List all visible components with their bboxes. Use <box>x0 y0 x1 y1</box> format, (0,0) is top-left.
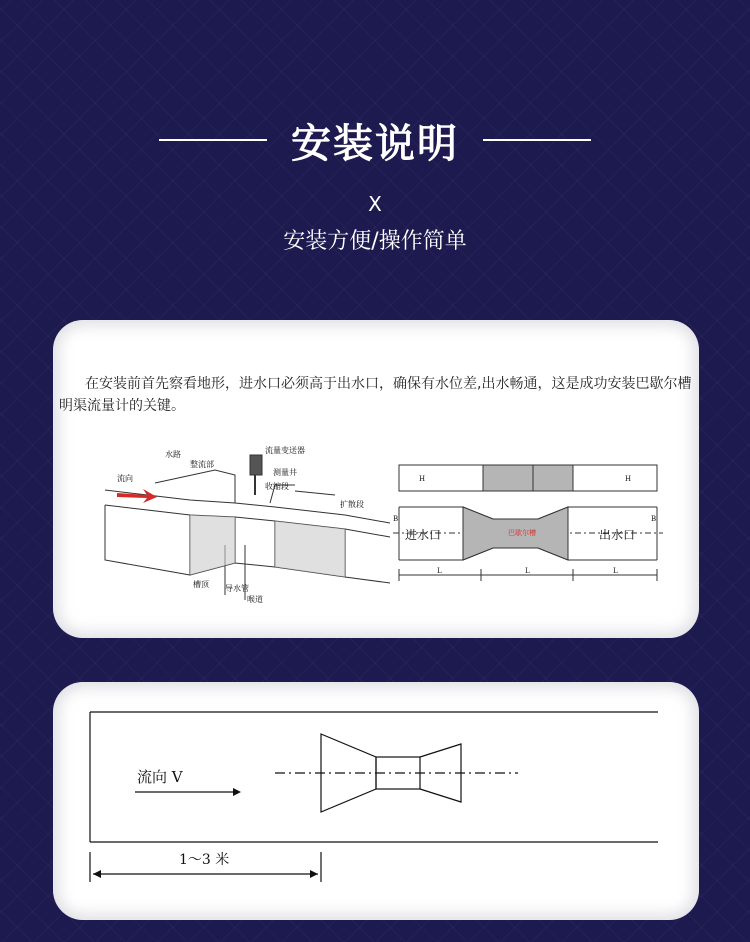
page-title: 安装说明 <box>291 120 459 167</box>
label-b-left: B <box>393 515 399 523</box>
page-subtitle: 安装方便/操作简单 <box>283 229 467 254</box>
flow-direction-label: 流向 V <box>137 768 183 786</box>
label-expansion: 扩散段 <box>340 500 364 509</box>
label-l-2: L <box>525 567 530 575</box>
label-b-right: B <box>651 515 657 523</box>
label-flume: 巴歇尔槽 <box>508 529 536 537</box>
flume-3d-diagram <box>95 445 395 615</box>
label-l-3: L <box>613 567 618 575</box>
label-outlet: 出水口 <box>599 528 636 542</box>
title-separator: X <box>368 192 382 216</box>
label-rectifier: 整流部 <box>190 460 214 469</box>
label-h-right: H <box>625 475 632 483</box>
label-h-left: H <box>419 475 426 483</box>
flume-plan-diagram <box>393 457 663 592</box>
title-rule-right <box>483 139 591 141</box>
label-throat: 喉道 <box>247 595 263 604</box>
header-section <box>0 0 750 300</box>
label-throat-top: 槽顶 <box>193 580 209 589</box>
installation-description <box>59 373 699 417</box>
distance-label: 1～3 米 <box>179 852 230 868</box>
label-inlet: 进水口 <box>405 528 442 542</box>
label-measuring-well: 测量井 <box>273 468 297 477</box>
title-rule-left <box>159 139 267 141</box>
label-flow-transmitter: 流量变送器 <box>265 446 305 455</box>
label-flow-direction: 流向 <box>117 474 133 483</box>
installation-card <box>53 320 699 638</box>
placement-card <box>53 682 699 920</box>
label-guide-pipe: 导水管 <box>225 584 249 593</box>
description-text: 在安装前首先察看地形，进水口必须高于出水口，确保有水位差,出水畅通，这是成功安装巴歇尔槽明渠流量计的关键。 <box>59 376 692 414</box>
placement-diagram <box>53 682 699 920</box>
label-l-1: L <box>437 567 442 575</box>
title-row <box>0 112 750 168</box>
label-water-channel: 水路 <box>165 450 181 459</box>
label-contraction: 收缩段 <box>265 482 289 491</box>
